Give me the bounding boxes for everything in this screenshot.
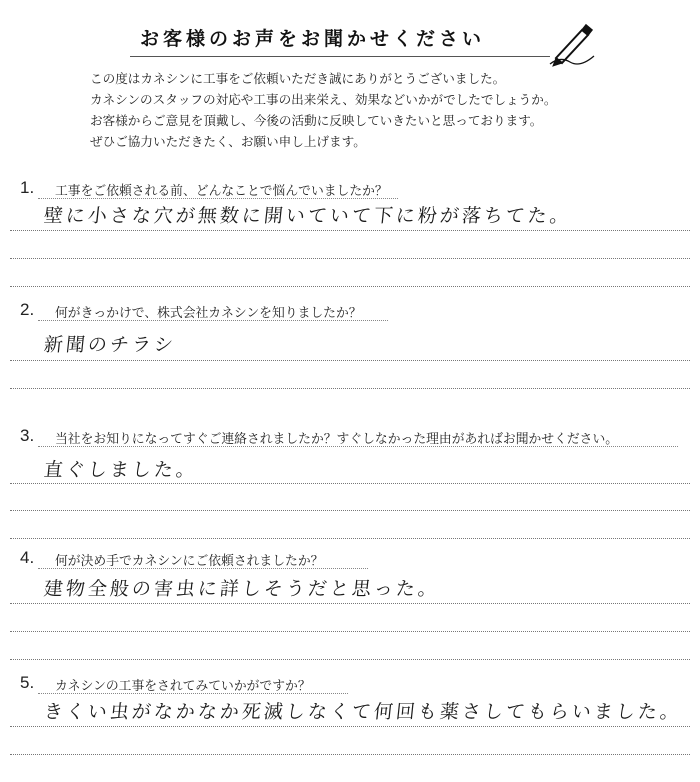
question-text: 工事をご依頼される前、どんなことで悩んでいましたか？ — [55, 184, 388, 199]
question-number: 4. — [20, 548, 35, 567]
answer-rule — [10, 726, 690, 727]
answer-4: 建物全般の害虫に詳しそうだと思った。 — [42, 578, 442, 600]
question-number: 1. — [20, 178, 35, 197]
question-number: 2. — [20, 300, 35, 319]
question-text: 何がきっかけで、株式会社カネシンを知りましたか？ — [55, 306, 362, 321]
answer-rule — [10, 510, 690, 511]
answer-rule — [10, 603, 690, 604]
question-underline — [38, 446, 678, 447]
answer-1: 壁に小さな穴が無数に開いていて下に粉が落ちてた。 — [42, 205, 573, 227]
answer-rule — [10, 388, 690, 389]
answer-rule — [10, 631, 690, 632]
answer-rule — [10, 538, 690, 539]
question-underline — [38, 320, 388, 321]
pen-writing-icon — [548, 20, 598, 68]
answer-rule — [10, 286, 690, 287]
question-underline — [38, 693, 348, 694]
question-underline — [38, 568, 368, 569]
answer-rule — [10, 483, 690, 484]
intro-line: お客様からご意見を頂戴し、今後の活動に反映していきたいと思っております。 — [90, 113, 543, 128]
header — [0, 10, 700, 58]
question-text: 何が決め手でカネシンにご依頼されましたか？ — [55, 554, 324, 569]
answer-5: きくい虫がなかなか死滅しなくて何回も薬さしてもらいました。 — [42, 701, 684, 723]
title-underline — [130, 56, 550, 57]
page-title: お客様のお声をお聞かせください — [140, 28, 486, 50]
answer-rule — [10, 258, 690, 259]
question-underline — [38, 198, 398, 199]
question-number: 5. — [20, 673, 35, 692]
question-text: 当社をお知りになってすぐご連絡されましたか？すぐしなかった理由があればお聞かせください。 — [55, 432, 619, 447]
answer-rule — [10, 659, 690, 660]
answer-rule — [10, 230, 690, 231]
answer-rule — [10, 360, 690, 361]
answer-2: 新聞のチラシ — [42, 334, 178, 356]
intro-line: ぜひご協力いただきたく、お願い申し上げます。 — [90, 134, 366, 149]
answer-3: 直ぐしました。 — [42, 459, 200, 481]
intro-line: この度はカネシンに工事をご依頼いただき誠にありがとうございました。 — [90, 71, 506, 86]
question-text: カネシンの工事をされてみていかがですか？ — [55, 679, 311, 694]
question-number: 3. — [20, 426, 35, 445]
answer-rule — [10, 754, 690, 755]
intro-text — [90, 68, 690, 152]
intro-line: カネシンのスタッフの対応や工事の出来栄え、効果などいかがでしたでしょうか。 — [90, 92, 557, 107]
